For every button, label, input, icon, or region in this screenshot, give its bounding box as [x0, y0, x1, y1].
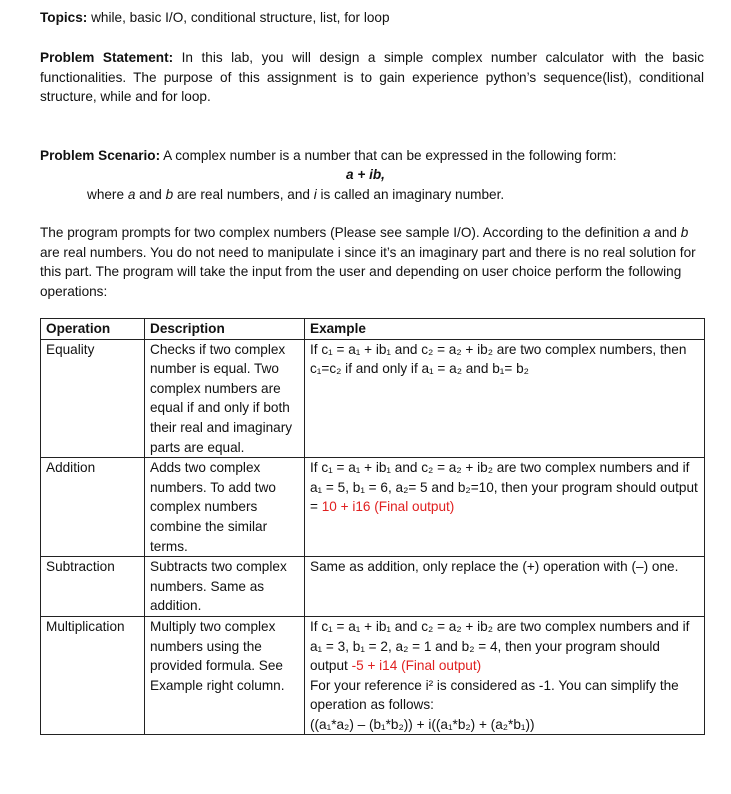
table-row [41, 616, 705, 735]
problem-statement-text: In this lab, you will design a simple complex number calculator with the basic functionalities. The purpose of this assignment is to gain experience python’s sequence(list), conditional structure, while and for loop. [40, 50, 704, 104]
operation-cell: Addition [41, 458, 145, 557]
multiplication-formula: ((a₁*a₂) – (b₁*b₂)) + i((a₁*b₂) + (a₂*b₁)) [310, 716, 535, 732]
description-cell: Subtracts two complex numbers. Same as addition. [145, 557, 305, 617]
example-cell [305, 616, 705, 735]
final-output: 10 + i16 (Final output) [321, 499, 455, 515]
problem-scenario-text: A complex number is a number that can be expressed in the following form: [160, 148, 617, 163]
header-description: Description [145, 319, 305, 340]
problem-scenario [40, 146, 617, 166]
operation-cell: Multiplication [41, 616, 145, 735]
table-header-row [41, 319, 705, 340]
program-b: b [680, 225, 689, 240]
where-text-3: are real numbers, and [173, 187, 314, 202]
problem-scenario-label: Problem Scenario: [40, 148, 161, 163]
where-i: i [313, 187, 317, 202]
where-b: b [165, 187, 174, 202]
example-cell [305, 458, 705, 557]
topics-label: Topics: [40, 10, 88, 25]
complex-formula: a + ib, [346, 167, 385, 182]
example-cell [305, 557, 705, 617]
example-cell [305, 339, 705, 458]
description-cell: Multiply two complex numbers using the provided formula. See Example right column. [145, 616, 305, 735]
header-example: Example [305, 319, 705, 340]
description-cell: Checks if two complex number is equal. Two complex numbers are equal if and only if both their real and imaginary parts are equal. [145, 339, 305, 458]
example-text: Same as addition, only replace the (+) operation with (–) one. [310, 559, 679, 575]
operation-cell: Subtraction [41, 557, 145, 617]
example-paragraph [310, 617, 700, 676]
problem-statement-label: Problem Statement: [40, 50, 174, 65]
header-operation: Operation [41, 319, 145, 340]
where-a: a [127, 187, 136, 202]
program-description [40, 223, 705, 301]
where-text-4: is called an imaginary number. [316, 187, 505, 202]
table-row [41, 458, 705, 557]
example-text: If c₁ = a₁ + ib₁ and c₂ = a₂ + ib₂ are two complex numbers and if a₁ = 5, b₁ = 6, a₂= 5 and b₂=10, then your program should output = [310, 460, 698, 515]
reference-note: For your reference i² is considered as -1. You can simplify the operation as follows: [310, 677, 679, 713]
where-text-2: and [135, 187, 166, 202]
topics-line [40, 8, 390, 28]
operations-table [40, 318, 705, 735]
where-text-1: where [87, 187, 128, 202]
topics-text: while, basic I/O, conditional structure, list, for loop [87, 10, 390, 25]
program-text-2: and [650, 225, 681, 240]
program-text-3: are real numbers. You do not need to manipulate i since it’s an imaginary part and there is no real solution for this part. The program will take the input from the user and depending on user choice perform the following operations: [40, 244, 696, 299]
final-output: -5 + i14 (Final output) [351, 658, 482, 674]
program-text-1: The program prompts for two complex numbers (Please see sample I/O). According to the definition [40, 225, 643, 240]
table-row [41, 557, 705, 617]
description-cell: Adds two complex numbers. To add two complex numbers combine the similar terms. [145, 458, 305, 557]
program-a: a [642, 225, 651, 240]
where-line [87, 185, 504, 205]
example-text: If c₁ = a₁ + ib₁ and c₂ = a₂ + ib₂ are two complex numbers and if a₁ = 3, b₁ = 2, a₂ = 1 and b₂ = 4, then your program should output [310, 618, 690, 674]
problem-statement [40, 48, 704, 107]
operation-cell: Equality [41, 339, 145, 458]
table-row [41, 339, 705, 458]
example-text: If c₁ = a₁ + ib₁ and c₂ = a₂ + ib₂ are two complex numbers, then c₁=c₂ if and only if a₁ = a₂ and b₁= b₂ [310, 341, 687, 377]
